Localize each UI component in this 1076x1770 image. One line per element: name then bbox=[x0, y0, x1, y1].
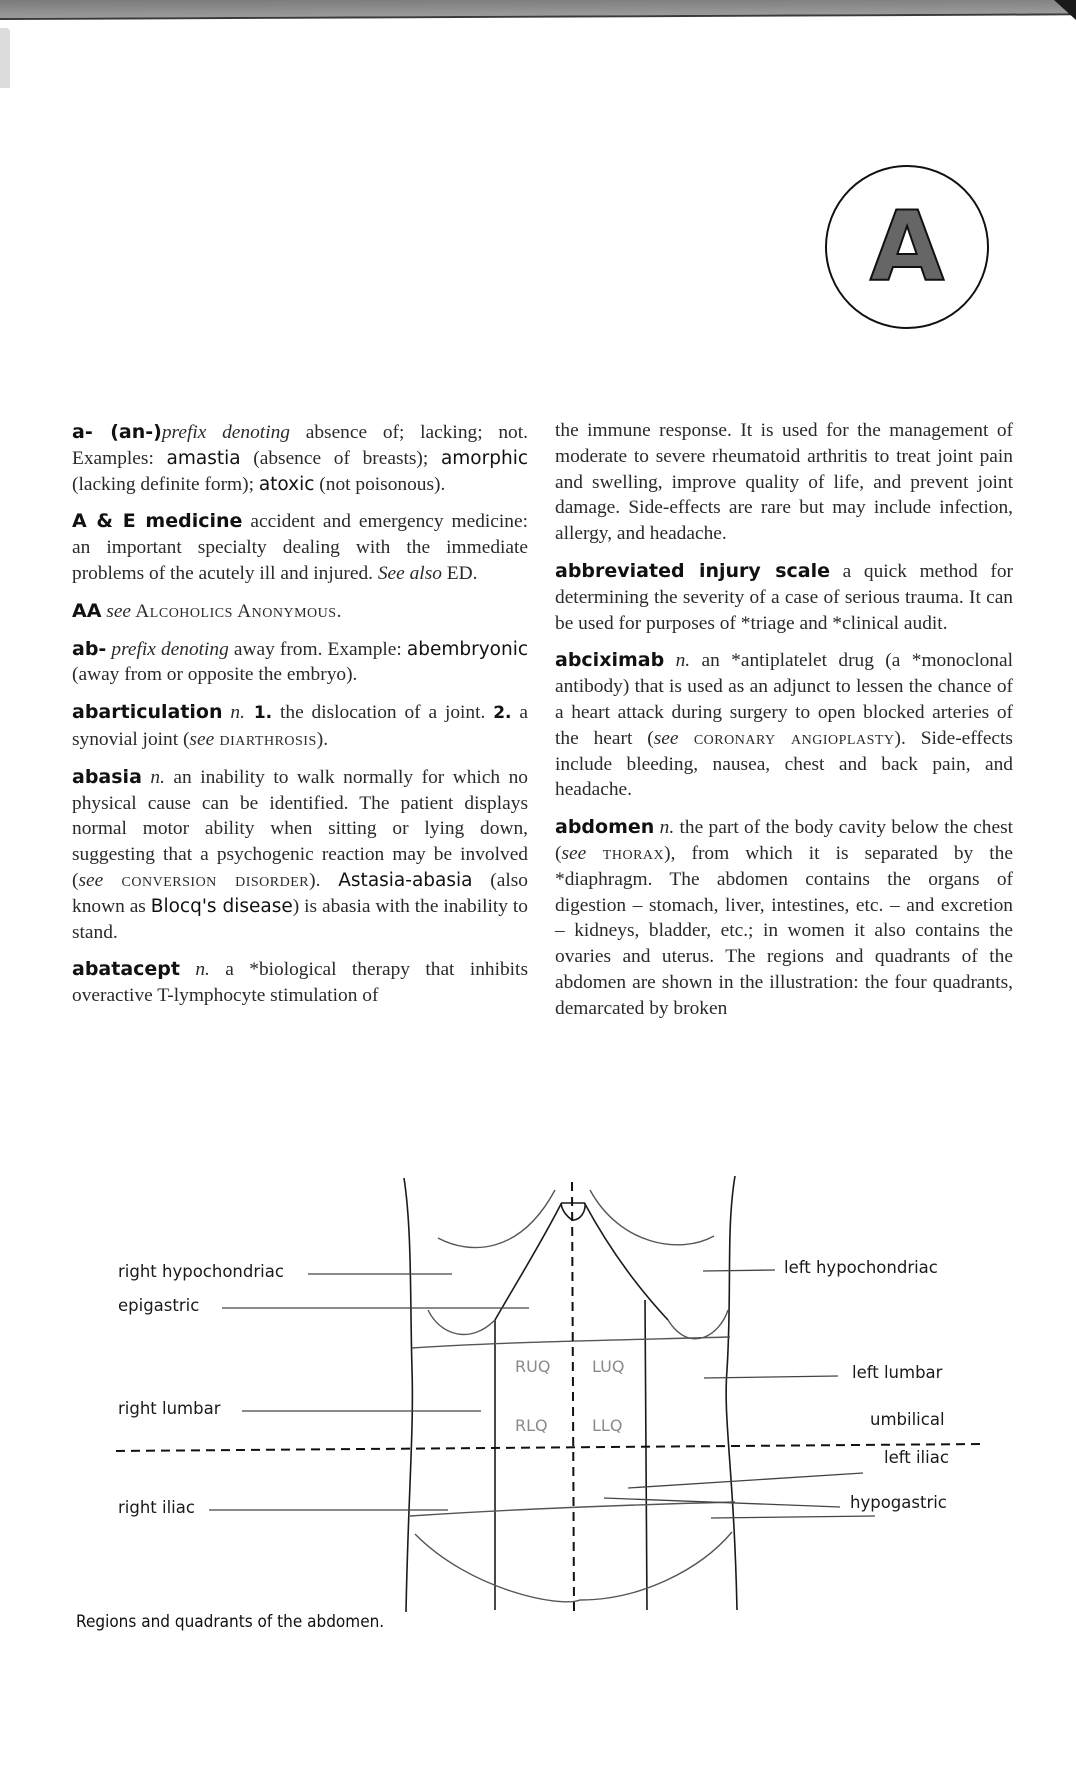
dictionary-entry bbox=[72, 765, 528, 946]
cross-reference: conversion disorder bbox=[103, 869, 310, 891]
entry-text: see bbox=[101, 600, 132, 622]
entry-text: (absence of breasts); bbox=[240, 447, 441, 469]
entry-text: accident and emergency medicine: an important specialty dealing with the immediate problems of the acutely ill and injured. bbox=[72, 511, 528, 584]
label-right-iliac: right iliac bbox=[118, 1498, 195, 1517]
entry-term: amorphic bbox=[440, 447, 528, 469]
cross-reference: diarthrosis bbox=[214, 728, 317, 750]
dictionary-entry bbox=[72, 420, 528, 497]
entry-headword: abbreviated injury scale bbox=[555, 559, 830, 582]
section-letter: A bbox=[869, 191, 945, 303]
entry-text: see bbox=[189, 728, 215, 750]
dictionary-entry bbox=[555, 648, 1013, 803]
entry-text: see bbox=[561, 842, 587, 864]
entry-text: ). Side-effects include bleeding, nausea, chest and back pain, and headache. bbox=[555, 727, 1013, 801]
section-letter-badge bbox=[825, 165, 989, 329]
entry-headword: abatacept bbox=[72, 958, 180, 981]
label-left-hypochondriac: left hypochondriac bbox=[784, 1258, 938, 1277]
entry-text: (also known as bbox=[72, 869, 529, 917]
dictionary-entry bbox=[72, 700, 528, 753]
cross-reference: thorax bbox=[586, 842, 665, 864]
entry-text: an *antiplatelet drug (a *monoclonal antibody) that is used as an adjunct to lessen the chance of a heart attack during surgery to open blocked arteries of the heart ( bbox=[555, 650, 1013, 749]
abdomen-regions-figure bbox=[0, 1170, 1076, 1630]
entry-text: absence of; lacking; not. Examples: bbox=[72, 422, 528, 469]
label-hypogastric: hypogastric bbox=[850, 1493, 947, 1512]
entry-text: prefix denoting bbox=[161, 422, 290, 443]
figure-caption: Regions and quadrants of the abdomen. bbox=[76, 1612, 385, 1632]
entry-text: n. bbox=[179, 959, 210, 981]
entry-headword: abarticulation bbox=[72, 701, 223, 724]
entry-text: see bbox=[78, 869, 104, 891]
dictionary-entry bbox=[72, 637, 528, 689]
entry-term: Blocq's disease bbox=[150, 895, 293, 917]
entry-term: abembryonic bbox=[406, 638, 529, 660]
label-epigastric: epigastric bbox=[118, 1296, 200, 1315]
label-right-hypochondriac: right hypochondriac bbox=[118, 1262, 284, 1281]
entry-text: a quick method for determining the severity of a case of serious trauma. It can be used for purposes of *triage and *clinical audit. bbox=[555, 560, 1013, 634]
entry-text: n. bbox=[664, 650, 691, 672]
dictionary-entry bbox=[555, 815, 1013, 1021]
entry-term: atoxic bbox=[258, 473, 315, 495]
entry-text: ED. bbox=[441, 562, 478, 584]
entry-text: 2. bbox=[493, 703, 512, 724]
entry-headword: A & E medicine bbox=[72, 510, 243, 533]
left-column bbox=[72, 420, 528, 1021]
entry-text: n. bbox=[141, 766, 165, 788]
label-left-iliac: left iliac bbox=[884, 1448, 949, 1467]
entry-term: amastia bbox=[166, 447, 241, 469]
cross-reference: Alcoholics Anonymous bbox=[131, 600, 337, 622]
entry-headword: a- (an-) bbox=[72, 421, 162, 443]
page-top-edge bbox=[0, 0, 1076, 20]
entry-text: 1. bbox=[244, 703, 273, 724]
dictionary-entry bbox=[72, 599, 528, 625]
dictionary-entry bbox=[72, 509, 528, 586]
right-column bbox=[555, 418, 1013, 1034]
entry-term: Astasia-abasia bbox=[338, 869, 473, 891]
entry-text: an inability to walk normally for which no physical cause can be identified. The patient displays normal motor ability when sitting or lying down, suggesting that a psychogenic reaction may be involved ( bbox=[72, 766, 529, 891]
entry-text: away from. Example: bbox=[228, 638, 407, 660]
entry-text: the immune response. It is used for the management of moderate to severe rheumatoid arthritis to treat joint pain and swelling, improve quality of life, and prevent joint damage. Side-effects are rare but may include infection, allergy, and headache. bbox=[555, 420, 1013, 545]
label-left-lumbar: left lumbar bbox=[852, 1363, 943, 1382]
entry-text: See also bbox=[377, 562, 442, 584]
entry-text: see bbox=[653, 727, 679, 749]
page-left-tab bbox=[0, 28, 10, 88]
entry-headword: abdomen bbox=[555, 816, 655, 839]
entry-text: ) is abasia with the inability to stand. bbox=[72, 895, 528, 943]
entry-text: a synovial joint ( bbox=[72, 702, 528, 750]
entry-text: ). bbox=[309, 869, 339, 891]
label-umbilical: umbilical bbox=[870, 1410, 945, 1429]
entry-headword: abciximab bbox=[555, 649, 665, 672]
entry-text: n. bbox=[222, 702, 245, 724]
entry-text: prefix denoting bbox=[106, 638, 229, 660]
entry-text: the dislocation of a joint. bbox=[272, 702, 494, 724]
quadrant-luq: LUQ bbox=[592, 1357, 625, 1376]
entry-text: ), from which it is separated by the *diaphragm. The abdomen contains the organs of digestion – stomach, liver, intestines, etc. – and excretion – kidneys, bladder, etc.; in women it also contains the ovaries and uterus. The regions and quadrants of the abdomen are shown in the illustration: the four quadrants, demarcated by broken bbox=[555, 842, 1013, 1019]
entry-text: a *biological therapy that inhibits overactive T-lymphocyte stimulation of bbox=[72, 959, 528, 1007]
dictionary-entry bbox=[72, 957, 528, 1009]
label-right-lumbar: right lumbar bbox=[118, 1399, 221, 1418]
dictionary-entry bbox=[555, 559, 1013, 636]
entry-text: ). bbox=[316, 728, 329, 750]
entry-text: (lacking definite form); bbox=[72, 473, 259, 495]
entry-text: n. bbox=[654, 817, 675, 839]
cross-reference: coronary angioplasty bbox=[678, 727, 895, 749]
entry-text: . bbox=[336, 600, 342, 622]
entry-headword: ab- bbox=[72, 637, 107, 660]
quadrant-llq: LLQ bbox=[592, 1416, 623, 1435]
entry-headword: abasia bbox=[72, 765, 142, 788]
entry-headword: AA bbox=[72, 599, 102, 622]
dictionary-entry bbox=[555, 418, 1013, 547]
quadrant-ruq: RUQ bbox=[515, 1357, 551, 1376]
entry-text: (away from or opposite the embryo). bbox=[72, 664, 358, 686]
entry-text: (not poisonous). bbox=[314, 473, 446, 495]
entry-text: the part of the body cavity below the chest ( bbox=[555, 817, 1014, 864]
quadrant-rlq: RLQ bbox=[515, 1416, 548, 1435]
